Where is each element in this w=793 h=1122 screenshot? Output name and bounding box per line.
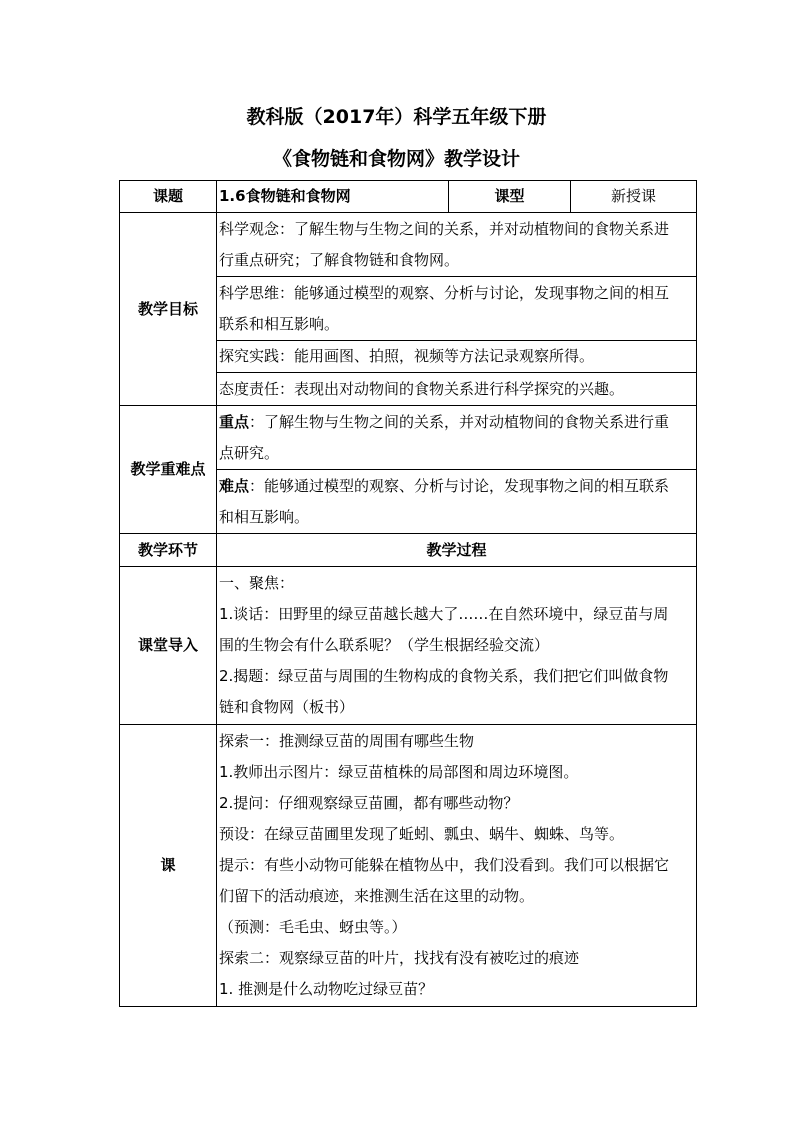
document-title: 教科版（2017年）科学五年级下册: [246, 106, 547, 128]
lesson-type-label: 课型: [449, 181, 571, 213]
lesson-content: [217, 725, 697, 1007]
lesson-line: 探索二：观察绿豆苗的叶片，找找有没有被吃过的痕迹: [219, 949, 580, 967]
objective-item: [217, 373, 697, 406]
difficult-point-line: ：能够通过模型的观察、分析与讨论，发现事物之间的相互联系: [249, 476, 670, 495]
objective-text: 联系和相互影响。: [219, 314, 340, 333]
key-point-keyword: 重点: [219, 412, 250, 431]
intro-line: 链和食物网（板书）: [219, 698, 355, 716]
lesson-line: 预设：在绿豆苗圃里发现了蚯蚓、瓢虫、蜗牛、蜘蛛、鸟等。: [219, 825, 625, 843]
objective-text: 态度责任：表现出对动物间的食物关系进行科学探究的兴趣。: [219, 379, 625, 398]
process-header: 教学过程: [217, 534, 697, 567]
objective-item: [217, 341, 697, 373]
lesson-line: 2.提问：仔细观察绿豆苗圃，都有哪些动物？: [219, 794, 519, 812]
difficult-point-item: [217, 470, 697, 534]
objective-item: [217, 213, 697, 277]
difficult-point-text: [219, 471, 694, 502]
key-points-label: 教学重难点: [120, 406, 217, 534]
intro-content: [217, 567, 697, 725]
key-point-line: ：了解生物与生物之间的关系，并对动植物间的食物关系进行重: [249, 412, 670, 431]
intro-line: 1.谈话：田野里的绿豆苗越长越大了……在自然环境中，绿豆苗与周: [219, 605, 669, 623]
key-point-text: [219, 407, 694, 438]
lesson-line: 探索一：推测绿豆苗的周围有哪些生物: [219, 732, 475, 750]
document-subtitle: 《食物链和食物网》教学设计: [272, 148, 520, 170]
difficult-point-text: 和相互影响。: [219, 507, 310, 526]
intro-row: [120, 567, 697, 725]
intro-line: 一、聚焦：: [219, 574, 295, 592]
objective-text: 探究实践：能用画图、拍照，视频等方法记录观察所得。: [219, 347, 595, 365]
topic-value: 1.6食物链和食物网: [217, 181, 449, 213]
objective-row: [120, 213, 697, 277]
intro-line: 围的生物会有什么联系呢？（学生根据经验交流）: [219, 636, 550, 654]
lesson-plan-table: [119, 180, 697, 1007]
lesson-line: 1.教师出示图片：绿豆苗植株的局部图和周边环境图。: [219, 763, 579, 781]
objectives-label: 教学目标: [120, 213, 217, 406]
lesson-label: 课: [120, 725, 217, 1007]
objective-text: 科学思维：能够通过模型的观察、分析与讨论，发现事物之间的相互: [219, 283, 670, 302]
lesson-row: [120, 725, 697, 1007]
lesson-line: （预测：毛毛虫、蚜虫等。）: [219, 918, 407, 936]
intro-label: 课堂导入: [120, 567, 217, 725]
difficult-point-keyword: 难点: [219, 476, 250, 495]
lesson-type-value: 新授课: [571, 181, 697, 213]
lesson-line: 们留下的活动痕迹，来推测生活在这里的动物。: [219, 887, 535, 905]
topic-row: [120, 181, 697, 213]
lesson-line: 1. 推测是什么动物吃过绿豆苗？: [219, 980, 434, 998]
objective-text: 科学观念：了解生物与生物之间的关系，并对动植物间的食物关系进: [219, 219, 670, 238]
process-header-row: [120, 534, 697, 567]
intro-line: 2.揭题：绿豆苗与周围的生物构成的食物关系，我们把它们叫做食物: [219, 667, 669, 685]
objective-item: [217, 277, 697, 341]
key-point-row: [120, 406, 697, 470]
key-point-item: [217, 406, 697, 470]
key-point-text: 点研究。: [219, 443, 280, 462]
stage-header: 教学环节: [120, 534, 217, 567]
objective-text: 行重点研究；了解食物链和食物网。: [219, 250, 460, 269]
topic-label: 课题: [120, 181, 217, 213]
lesson-line: 提示：有些小动物可能躲在植物丛中，我们没看到。我们可以根据它: [219, 856, 670, 874]
